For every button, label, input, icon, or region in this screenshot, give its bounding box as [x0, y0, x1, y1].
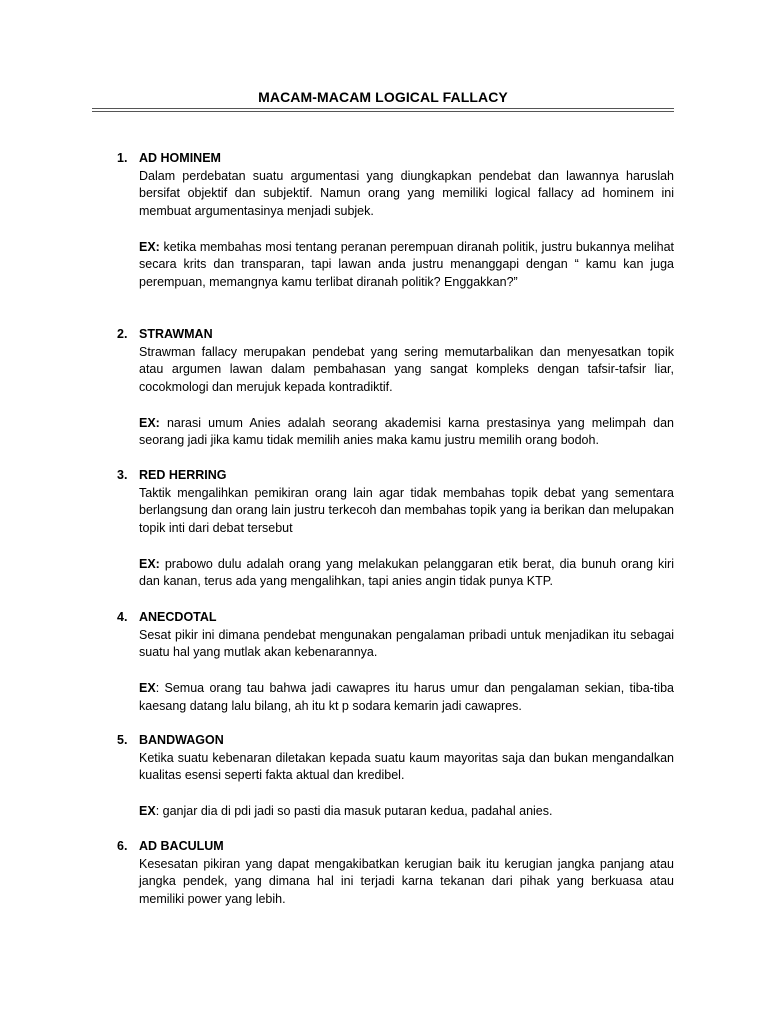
title-underline: [92, 108, 674, 112]
item-heading: AD BACULUM: [139, 839, 224, 853]
example-text: prabowo dulu adalah orang yang melakukan pelanggaran etik berat, dia bunuh orang kiri dan kanan, terus ada yang mengalihkan, tapi anies angin tidak punya KTP.: [139, 556, 674, 589]
item-example: [139, 803, 674, 821]
example-text: narasi umum Anies adalah seorang akademisi karna prestasinya yang melimpah dan seorang jadi jika kamu tidak memilih anies maka kamu justru memilih orang bodoh.: [139, 415, 674, 448]
item-content: [139, 326, 674, 450]
item-number: 4.: [117, 610, 128, 624]
example-label: EX:: [139, 415, 160, 430]
item-content: [139, 467, 674, 591]
example-label: EX: [139, 803, 156, 818]
example-label: EX:: [139, 239, 160, 254]
item-number: 3.: [117, 468, 128, 482]
item-content: [139, 838, 674, 909]
example-label: EX: [139, 680, 156, 695]
item-example: [139, 556, 674, 591]
example-text: : Semua orang tau bahwa jadi cawapres itu harus umur dan pengalaman sekian, tiba-tiba kaesang datang lalu bilang, ah itu kt p sodara kemarin jadi cawapres.: [139, 680, 674, 713]
item-example: [139, 415, 674, 450]
item-heading: STRAWMAN: [139, 327, 213, 341]
example-text: : ganjar dia di pdi jadi so pasti dia masuk putaran kedua, padahal anies.: [155, 803, 553, 818]
document-title: MACAM-MACAM LOGICAL FALLACY: [258, 89, 508, 105]
item-number: 5.: [117, 733, 128, 747]
item-definition: Strawman fallacy merupakan pendebat yang sering memutarbalikan dan menyesatkan topik atau argumen lawan dalam pembahasan yang sangat kompleks dengan tafsir-tafsir liar, cocokmologi dan merujuk kepada kontradiktif.: [139, 344, 674, 395]
item-example: [139, 680, 674, 715]
item-definition: Taktik mengalihkan pemikiran orang lain agar tidak membahas topik debat yang sementara berlangsung dan orang lain justru terkecoh dan membahas topik yang ia berikan dan melupakan topik inti dari debat tersebut: [139, 485, 674, 536]
item-heading: ANECDOTAL: [139, 610, 217, 624]
item-heading: RED HERRING: [139, 468, 227, 482]
item-definition: Sesat pikir ini dimana pendebat mengunakan pengalaman pribadi untuk menjadikan itu sebagai suatu hal yang mutlak akan kebenarannya.: [139, 627, 674, 660]
item-heading: BANDWAGON: [139, 733, 224, 747]
item-definition: Dalam perdebatan suatu argumentasi yang diungkapkan pendebat dan lawannya haruslah bersifat objektif dan subjektif. Namun orang yang memiliki logical fallacy ad hominem ini membuat argumentasinya menjadi subjek.: [139, 168, 674, 219]
item-content: [139, 150, 674, 292]
item-example: [139, 239, 674, 292]
item-heading: AD HOMINEM: [139, 151, 221, 165]
item-definition: Kesesatan pikiran yang dapat mengakibatkan kerugian baik itu kerugian jangka panjang atau jangka pendek, yang dimana hal ini terjadi karna tekanan dari pihak yang berkuasa atau memiliki power yang lebih.: [139, 856, 674, 907]
item-number: 1.: [117, 151, 128, 165]
item-definition: Ketika suatu kebenaran diletakan kepada suatu kaum mayoritas saja dan bukan mengandalkan kualitas esensi seperti fakta aktual dan kredibel.: [139, 750, 674, 783]
item-content: [139, 609, 674, 715]
item-number: 6.: [117, 839, 128, 853]
item-content: [139, 732, 674, 821]
example-label: EX:: [139, 556, 160, 571]
item-number: 2.: [117, 327, 128, 341]
example-text: ketika membahas mosi tentang peranan perempuan diranah politik, justru bukannya melihat secara krits dan transparan, tapi lawan anda justru menanggapi dengan “ kamu kan juga perempuan, memangnya kamu terlibat diranah politik? Enggakkan?”: [139, 239, 674, 289]
